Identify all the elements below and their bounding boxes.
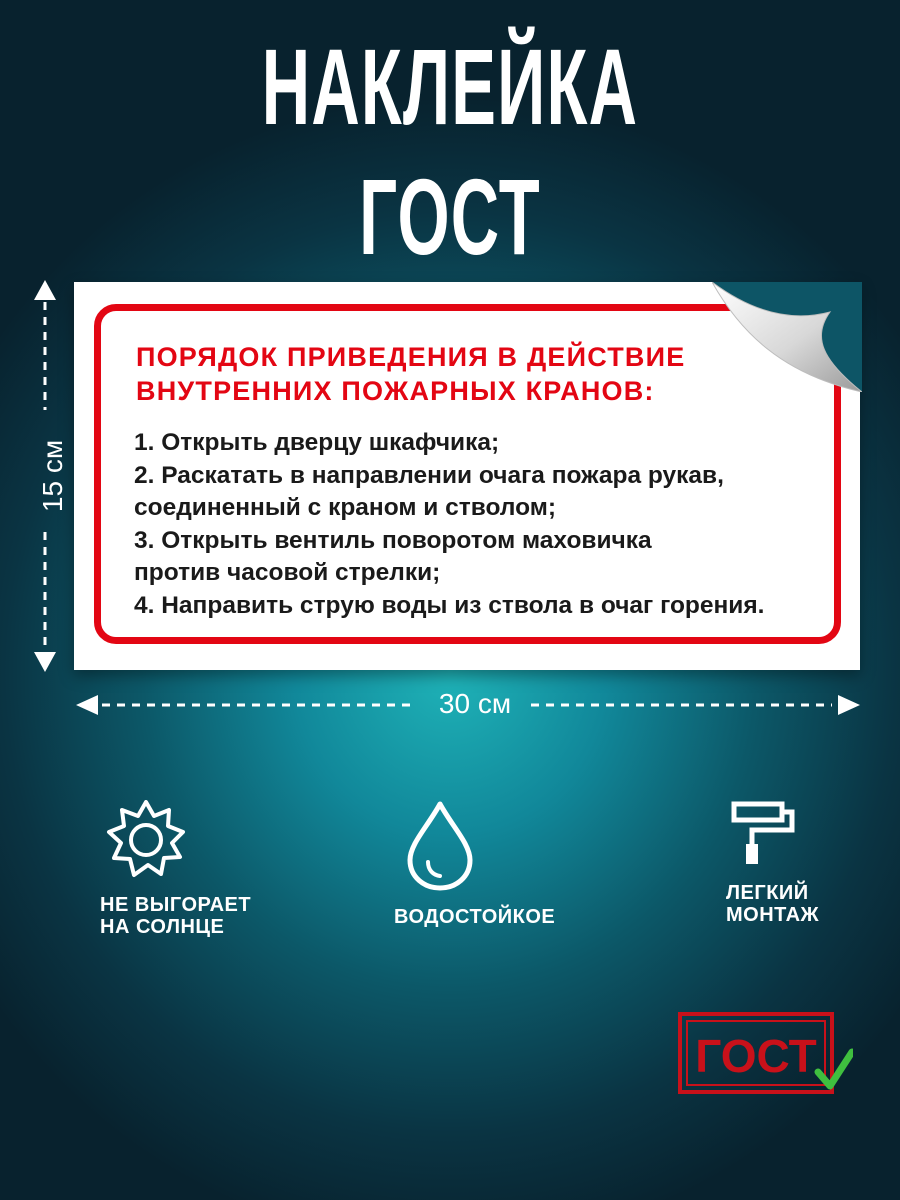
check-mark-icon (818, 1052, 852, 1086)
feature-label: НА СОЛНЦЕ (100, 916, 225, 938)
instruction-line: 2. Раскатать в направлении очага пожара рукав, (134, 461, 724, 489)
feature-label: МОНТАЖ (726, 904, 820, 926)
feature-label: ЛЕГКИЙ (726, 882, 809, 904)
sun-icon (106, 800, 186, 880)
peeled-corner-icon (712, 282, 862, 392)
feature-easy-install (726, 882, 819, 926)
page-title: НАКЛЕЙКА ГОСТ (261, 26, 639, 277)
feature-label: НЕ ВЫГОРАЕТ (100, 894, 252, 916)
gost-stamp (678, 1012, 853, 1096)
water-drop-icon (404, 800, 476, 892)
feature-fade-resistant (100, 894, 251, 938)
feature-label: ВОДОСТОЙКОЕ (394, 906, 556, 928)
instruction-line: против часовой стрелки; (134, 559, 441, 586)
sticker-heading (136, 340, 685, 408)
sticker-instructions (134, 427, 764, 622)
feature-waterproof (394, 906, 555, 928)
instruction-line: 3. Открыть вентиль поворотом маховичка (134, 526, 652, 554)
sticker-heading-line-1: ПОРЯДОК ПРИВЕДЕНИЯ В ДЕЙСТВИЕ (136, 342, 686, 372)
width-label: 30 см (438, 688, 512, 719)
paint-roller-icon (730, 800, 796, 866)
instruction-line: 1. Открыть дверцу шкафчика; (134, 429, 500, 456)
instruction-line: 4. Направить струю воды из ствола в очаг горения. (134, 591, 765, 619)
height-label: 15 см (37, 439, 68, 513)
instruction-line: соединенный с краном и стволом; (134, 494, 557, 521)
sticker-heading-line-2: ВНУТРЕННИХ ПОЖАРНЫХ КРАНОВ: (136, 376, 655, 406)
stamp-text: ГОСТ (695, 1030, 817, 1082)
